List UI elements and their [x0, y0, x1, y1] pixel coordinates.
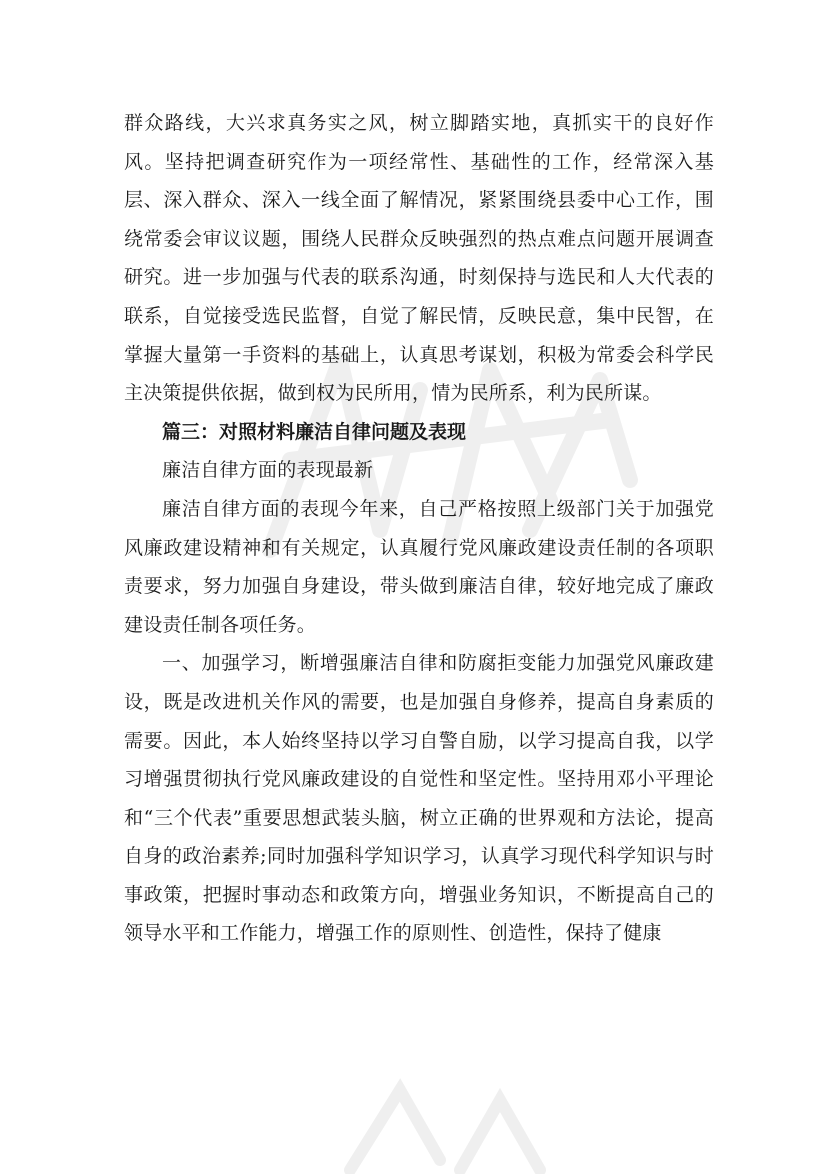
watermark-mark: [320, 1070, 560, 1174]
section-heading: 篇三：对照材料廉洁自律问题及表现: [162, 420, 467, 443]
section-subtitle: 廉洁自律方面的表现最新: [162, 459, 374, 482]
paragraph-study: 一、加强学习，断增强廉洁自律和防腐拒变能力加强党风廉政建设，既是改进机关作风的需要，也是加强自身修养，提高自身素质的需要。因此，本人始终坚持以学习自警自励，以学习提高自我，以学习增强贯彻执行党风廉政建设的自觉性和坚定性。坚持用邓小平理论和“三个代表”重要思想武装头脑，树立正确的世界观和方法论，提高自身的政治素养;同时加强科学知识学习，认真学习现代科学知识与时事政策，把握时事动态和政策方向，增强业务知识，不断提高自己的领导水平和工作能力，增强工作的原则性、创造性，保持了健康: [124, 652, 714, 945]
document-body: [124, 104, 714, 953]
paragraph-integrity-intro: 廉洁自律方面的表现今年来，自己严格按照上级部门关于加强党风廉政建设精神和有关规定，认真履行党风廉政建设责任制的各项职责要求，努力加强自身建设，带头做到廉洁自律，较好地完成了廉政建设责任制各项任务。: [124, 497, 714, 636]
paragraph-mass-line: 群众路线，大兴求真务实之风，树立脚踏实地，真抓实干的良好作风。坚持把调查研究作为一项经常性、基础性的工作，经常深入基层、深入群众、深入一线全面了解情况，紧紧围绕县委中心工作，围绕常委会审议议题，围绕人民群众反映强烈的热点难点问题开展调查研究。进一步加强与代表的联系沟通，时刻保持与选民和人大代表的联系，自觉接受选民监督，自觉了解民情，反映民意，集中民智，在掌握大量第一手资料的基础上，认真思考谋划，积极为常委会科学民主决策提供依据，做到权为民所用，情为民所系，利为民所谋。: [124, 112, 714, 405]
